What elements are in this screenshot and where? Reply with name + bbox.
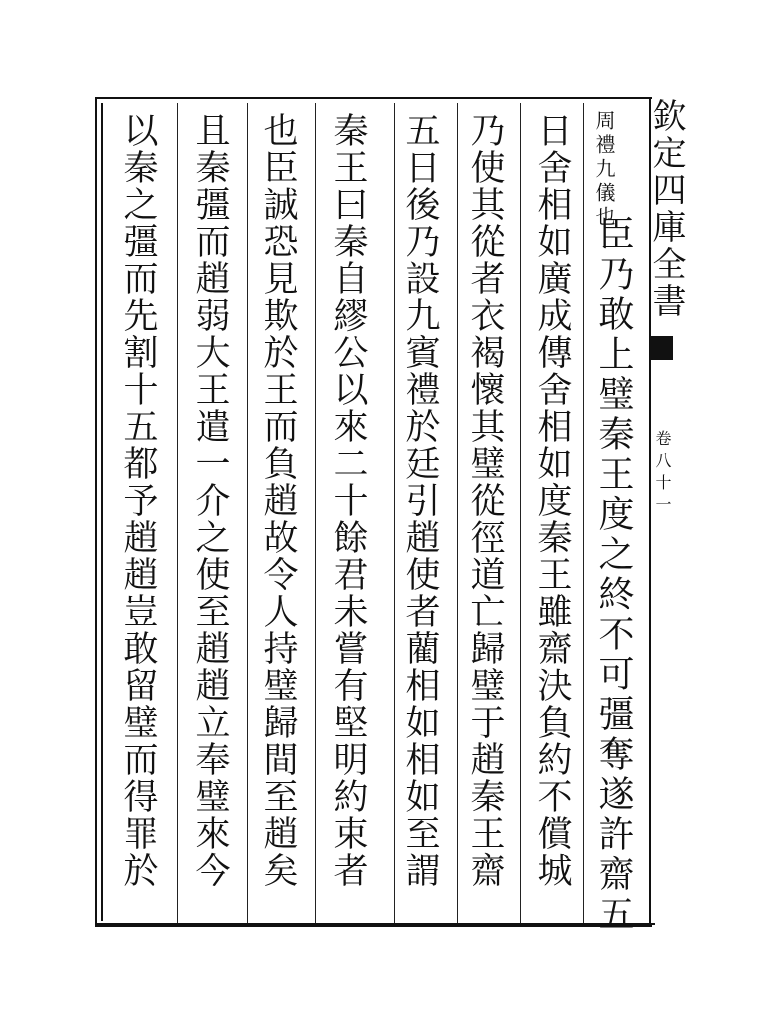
column-rule — [583, 103, 584, 923]
fishtail-mark — [651, 336, 673, 360]
margin-volume-number: 卷八十一 — [653, 430, 672, 518]
bottom-border-rule — [95, 923, 655, 925]
column-rule — [247, 103, 248, 923]
text-column-8: 以秦之彊而先割十五都予趙趙豈敢留璧而得罪於 — [118, 112, 158, 889]
interlinear-note: 周禮九儀也 — [592, 110, 616, 230]
text-column-6: 也臣誠恐見欺於王而負趙故令人持璧歸間至趙矣 — [258, 112, 298, 889]
column-rule — [457, 103, 458, 923]
text-column-4: 五日後乃設九賓禮於廷引趙使者藺相如相如至謂 — [400, 112, 440, 889]
margin-book-title: 欽定四庫全書 — [646, 98, 686, 320]
column-rule — [394, 103, 395, 923]
text-column-5: 秦王曰秦自繆公以來二十餘君未嘗有堅明約束者 — [328, 112, 368, 889]
inner-border-rule — [101, 103, 103, 921]
column-rule — [315, 103, 316, 923]
text-column-7: 且秦彊而趙弱大王遣一介之使至趙趙立奉璧來今 — [190, 112, 230, 889]
text-column-2: 日舍相如廣成傳舍相如度秦王雖齋決負約不償城 — [532, 112, 572, 889]
column-rule — [520, 103, 521, 923]
text-column-1: 臣乃敢上璧秦王度之終不可彊奪遂許齋五 — [593, 215, 634, 935]
text-column-3: 乃使其從者衣褐懷其璧從徑道亡歸璧于趙秦王齋 — [465, 112, 505, 889]
column-rule — [177, 103, 178, 923]
